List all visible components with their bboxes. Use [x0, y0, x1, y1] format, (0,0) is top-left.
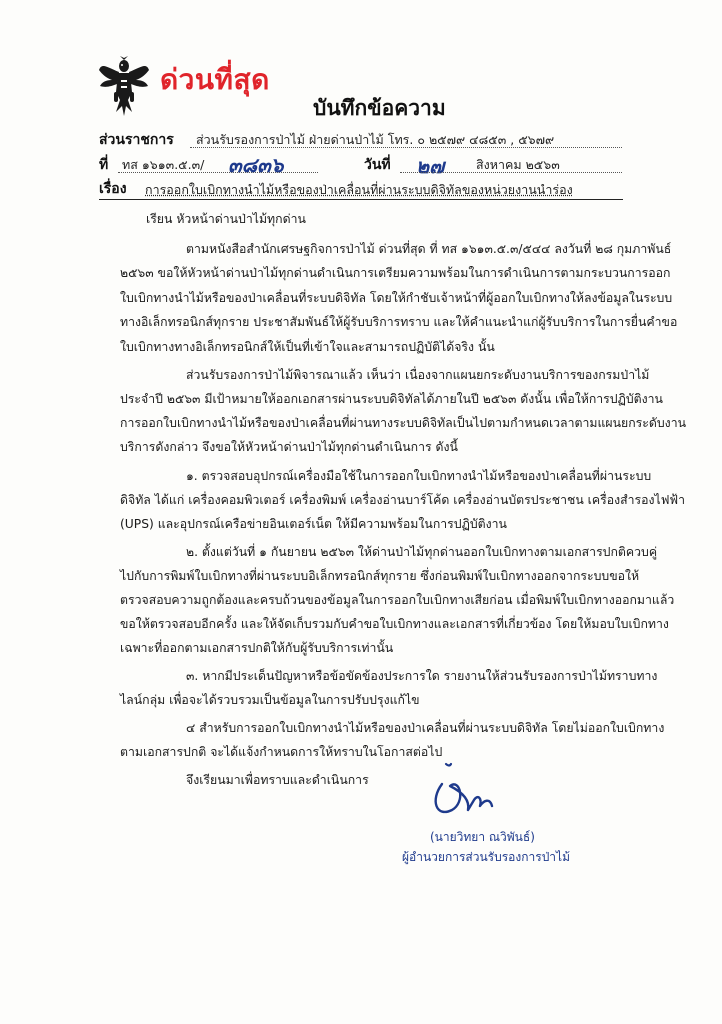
- header-divider: [99, 199, 623, 200]
- body-line: ใบเบิกทางทางอิเล็กทรอนิกส์ให้เป็นที่เข้าใจและสามารถปฏิบัติได้จริง นั้น: [120, 340, 495, 354]
- body-line: ๔ สำหรับการออกใบเบิกทางนำไม้หรือของป่าเคลื่อนที่ผ่านระบบดิจิทัล โดยไม่ออกใบเบิกทาง: [186, 721, 665, 735]
- body-line: ๒๕๖๓ ขอให้หัวหน้าด่านป่าไม้ทุกด่านดำเนินการเตรียมความพร้อมในการดำเนินการตามกระบวนการออก: [120, 266, 671, 280]
- memo-title: บันทึกข้อความ: [313, 96, 446, 120]
- body-line: ตามเอกสารปกติ จะได้แจ้งกำหนดการให้ทราบในโอกาสต่อไป: [120, 745, 443, 759]
- signature-scribble-icon: [422, 744, 512, 824]
- body-line: ๓. หากมีประเด็นปัญหาหรือข้อขัดข้องประการใด รายงานให้ส่วนรับรองการป่าไม้ทราบทาง: [186, 669, 658, 683]
- body-line: ทางอิเล็กทรอนิกส์ทุกราย ประชาสัมพันธ์ให้ผู้รับบริการทราบ และให้คำแนะนำแก่ผู้รับบริการในการยื่นคำขอ: [120, 315, 678, 329]
- date-dotline: [400, 172, 622, 173]
- body-line: ขอให้ตรวจสอบอีกครั้ง และให้จัดเก็บรวมกับคำขอใบเบิกทางและเอกสารที่เกี่ยวข้อง โดยให้มอบใบเบิกทาง: [120, 617, 669, 631]
- no-handwritten: ๓๘๓๖: [228, 153, 284, 177]
- date-label: วันที่: [364, 157, 391, 173]
- body-line: เฉพาะที่ออกตามเอกสารปกติให้กับผู้รับบริการเท่านั้น: [120, 641, 394, 655]
- date-rest: สิงหาคม ๒๕๖๓: [476, 157, 560, 172]
- agency-label: ส่วนราชการ: [99, 132, 174, 148]
- signatory-name: (นายวิทยา ณวิพันธ์): [430, 830, 535, 844]
- signatory-position: ผู้อำนวยการส่วนรับรองการป่าไม้: [402, 850, 570, 864]
- body-line: ประจำปี ๒๕๖๓ มีเป้าหมายให้ออกเอกสารผ่านระบบดิจิทัลได้ภายในปี ๒๕๖๓ ดังนั้น เพื่อให้การปฏิบัติงาน: [120, 392, 663, 406]
- body-line: ไปกับการพิมพ์ใบเบิกทางที่ผ่านระบบอิเล็กทรอนิกส์ทุกราย ซึ่งก่อนพิมพ์ใบเบิกทางออกจากระบบขอให้: [120, 569, 640, 583]
- no-value: ทส ๑๖๑๓.๕.๓/: [122, 157, 205, 172]
- agency-value: ส่วนรับรองการป่าไม้ ฝ่ายด่านป่าไม้ โทร. ๐ ๒๕๗๙ ๔๘๕๓ , ๕๖๗๙: [196, 132, 555, 147]
- subject-value: การออกใบเบิกทางนำไม้หรือของป่าเคลื่อนที่ผ่านระบบดิจิทัลของหน่วยงานนำร่อง: [145, 182, 573, 197]
- body-line: การออกใบเบิกทางนำไม้หรือของป่าเคลื่อนที่ผ่านทางระบบดิจิทัลเป็นไปตามกำหนดเวลาตามแผนยกระดับงาน: [120, 416, 686, 430]
- body-line: ๒. ตั้งแต่วันที่ ๑ กันยายน ๒๕๖๓ ให้ด่านป่าไม้ทุกด่านออกใบเบิกทางตามเอกสารปกติควบคู่: [186, 545, 658, 559]
- body-line: ตรวจสอบความถูกต้องและครบถ้วนของข้อมูลในการออกใบเบิกทางเสียก่อน เมื่อพิมพ์ใบเบิกทางออกมาแล้ว: [120, 593, 675, 607]
- body-line: บริการดังกล่าว จึงขอให้หัวหน้าด่านป่าไม้ทุกด่านดำเนินการ ดังนี้: [120, 440, 458, 454]
- body-line: (UPS) และอุปกรณ์เครือข่ายอินเตอร์เน็ต ให้มีความพร้อมในการปฏิบัติงาน: [120, 517, 507, 531]
- subject-label: เรื่อง: [99, 181, 127, 197]
- body-line: จึงเรียนมาเพื่อทราบและดำเนินการ: [186, 773, 369, 787]
- body-line: ไลน์กลุ่ม เพื่อจะได้รวบรวมเป็นข้อมูลในการปรับปรุงแก้ไข: [120, 693, 420, 707]
- no-dotline: [118, 172, 318, 173]
- salutation: เรียน หัวหน้าด่านป่าไม้ทุกด่าน: [146, 212, 306, 226]
- body-line: ใบเบิกทางนำไม้หรือของป่าเคลื่อนที่ระบบดิจิทัล โดยให้กำชับเจ้าหน้าที่ผู้ออกใบเบิกทางให้ลงข้อมูลในระบบ: [120, 291, 673, 305]
- body-line: ๑. ตรวจสอบอุปกรณ์เครื่องมือใช้ในการออกใบเบิกทางนำไม้หรือของป่าเคลื่อนที่ผ่านระบบ: [186, 469, 652, 483]
- garuda-emblem-icon: [98, 56, 150, 118]
- urgency-stamp: ด่วนที่สุด: [160, 63, 270, 96]
- body-line: ส่วนรับรองการป่าไม้พิจารณาแล้ว เห็นว่า เนื่องจากแผนยกระดับงานบริการของกรมป่าไม้: [186, 368, 650, 382]
- date-day-handwritten: ๒๗: [416, 154, 445, 178]
- body-line: ตามหนังสือสำนักเศรษฐกิจการป่าไม้ ด่วนที่สุด ที่ ทส ๑๖๑๓.๕.๓/๕๔๔ ลงวันที่ ๒๘ กุมภาพันธ์: [186, 242, 672, 256]
- body-line: ดิจิทัล ได้แก่ เครื่องคอมพิวเตอร์ เครื่องพิมพ์ เครื่องอ่านบาร์โค้ด เครื่องอ่านบัตรประชาชน เครื่องสำรองไฟฟ้า: [120, 493, 686, 507]
- agency-dotline: [190, 147, 622, 148]
- no-label: ที่: [99, 157, 109, 173]
